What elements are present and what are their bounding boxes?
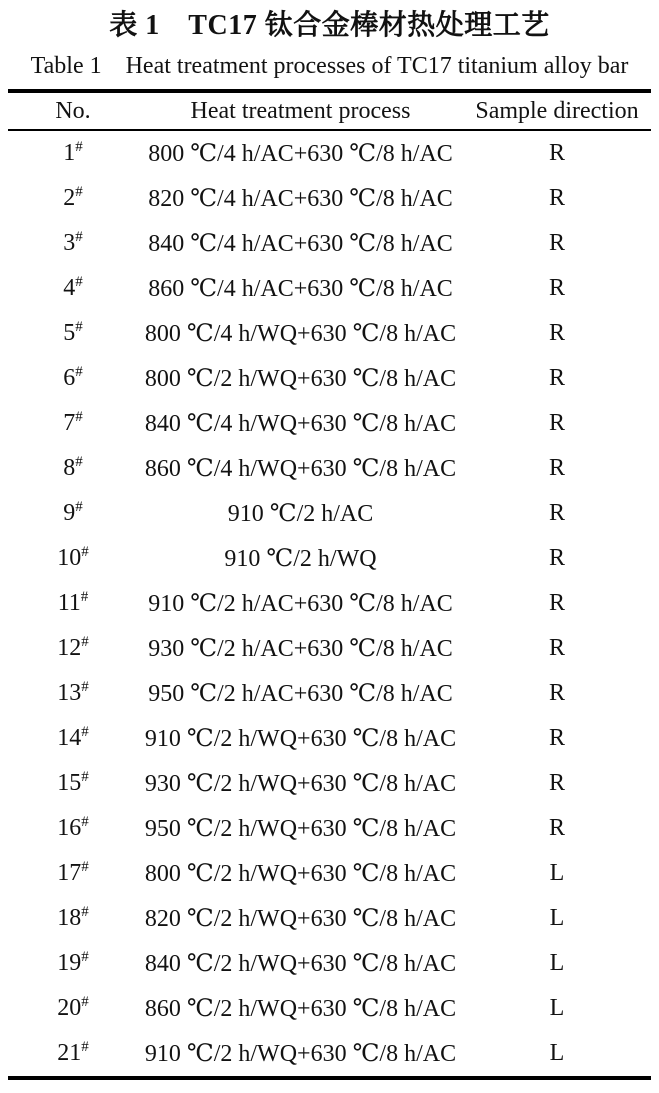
hash-superscript: # (81, 904, 89, 920)
hash-superscript: # (75, 454, 83, 470)
table-row (8, 536, 651, 581)
hash-superscript: # (81, 949, 89, 965)
sample-number: 4 (63, 275, 76, 301)
sample-number: 2 (63, 185, 76, 211)
table-caption-chinese: 表 1 TC17 钛合金棒材热处理工艺 (109, 10, 550, 41)
process-cell: 860 ℃/4 h/WQ+630 ℃/8 h/AC (144, 456, 457, 482)
sample-number-cell (8, 266, 138, 311)
sample-number-cell (8, 130, 138, 176)
heat-treatment-table (8, 89, 651, 1080)
hash-superscript: # (75, 184, 83, 200)
direction-cell: R (548, 500, 565, 526)
direction-cell: R (548, 185, 565, 211)
sample-number-cell (8, 581, 138, 626)
process-cell: 910 ℃/2 h/WQ+630 ℃/8 h/AC (144, 1041, 457, 1067)
table-row (8, 266, 651, 311)
sample-number: 7 (63, 410, 76, 436)
sample-number-cell (8, 626, 138, 671)
table-row (8, 176, 651, 221)
table-row (8, 446, 651, 491)
header-row (8, 91, 651, 130)
process-cell: 800 ℃/2 h/WQ+630 ℃/8 h/AC (144, 861, 457, 887)
direction-cell: R (548, 725, 565, 751)
table-row (8, 806, 651, 851)
hash-superscript: # (81, 859, 89, 875)
table-caption-english: Table 1 Heat treatment processes of TC17 titanium alloy bar (30, 53, 629, 79)
sample-number-cell (8, 716, 138, 761)
sample-number: 3 (63, 230, 76, 256)
sample-number-cell (8, 491, 138, 536)
table-row (8, 130, 651, 176)
direction-cell: R (548, 140, 565, 166)
sample-number: 20 (57, 995, 82, 1021)
hash-superscript: # (81, 994, 89, 1010)
direction-cell: R (548, 545, 565, 571)
hash-superscript: # (75, 274, 83, 290)
hash-superscript: # (75, 319, 83, 335)
sample-number-cell (8, 851, 138, 896)
direction-cell: R (548, 410, 565, 436)
sample-number: 16 (57, 815, 82, 841)
direction-cell: R (548, 770, 565, 796)
sample-number-cell (8, 356, 138, 401)
sample-number: 11 (57, 590, 81, 616)
process-cell: 930 ℃/2 h/WQ+630 ℃/8 h/AC (144, 771, 457, 797)
table-header (8, 91, 651, 130)
sample-number: 13 (57, 680, 82, 706)
hash-superscript: # (75, 499, 83, 515)
sample-number: 1 (63, 140, 76, 166)
process-cell: 910 ℃/2 h/AC+630 ℃/8 h/AC (148, 591, 453, 617)
table-row (8, 356, 651, 401)
process-cell: 800 ℃/4 h/WQ+630 ℃/8 h/AC (144, 321, 457, 347)
hash-superscript: # (75, 364, 83, 380)
direction-cell: R (548, 275, 565, 301)
sample-number: 14 (57, 725, 82, 751)
process-cell: 820 ℃/2 h/WQ+630 ℃/8 h/AC (144, 906, 457, 932)
sample-number-cell (8, 986, 138, 1031)
direction-cell: L (549, 1040, 565, 1066)
direction-cell: L (549, 905, 565, 931)
table-body (8, 130, 651, 1078)
direction-cell: L (549, 995, 565, 1021)
hash-superscript: # (81, 724, 89, 740)
column-header-process: Heat treatment process (138, 91, 463, 130)
sample-number: 15 (57, 770, 82, 796)
sample-number-cell (8, 941, 138, 986)
process-cell: 840 ℃/4 h/WQ+630 ℃/8 h/AC (144, 411, 457, 437)
table-row (8, 851, 651, 896)
table-row (8, 716, 651, 761)
sample-number: 10 (57, 545, 82, 571)
sample-number: 12 (57, 635, 82, 661)
sample-number-cell (8, 806, 138, 851)
sample-number-cell (8, 1031, 138, 1078)
table-row (8, 896, 651, 941)
hash-superscript: # (75, 139, 83, 155)
table-row (8, 986, 651, 1031)
direction-cell: R (548, 815, 565, 841)
sample-number-cell (8, 176, 138, 221)
sample-number: 19 (57, 950, 82, 976)
column-header-no: No. (8, 91, 138, 130)
hash-superscript: # (81, 679, 89, 695)
table-row (8, 401, 651, 446)
table-row (8, 671, 651, 716)
sample-number-cell (8, 671, 138, 716)
sample-number-cell (8, 311, 138, 356)
process-cell: 910 ℃/2 h/WQ+630 ℃/8 h/AC (144, 726, 457, 752)
sample-number: 5 (63, 320, 76, 346)
process-cell: 860 ℃/2 h/WQ+630 ℃/8 h/AC (144, 996, 457, 1022)
table-row (8, 941, 651, 986)
hash-superscript: # (80, 589, 89, 605)
sample-number-cell (8, 896, 138, 941)
process-cell: 860 ℃/4 h/AC+630 ℃/8 h/AC (148, 276, 453, 302)
hash-superscript: # (81, 769, 89, 785)
process-cell: 840 ℃/2 h/WQ+630 ℃/8 h/AC (144, 951, 457, 977)
hash-superscript: # (81, 634, 89, 650)
process-cell: 800 ℃/2 h/WQ+630 ℃/8 h/AC (144, 366, 457, 392)
direction-cell: R (548, 680, 565, 706)
direction-cell: R (548, 635, 565, 661)
sample-number: 21 (57, 1040, 82, 1066)
sample-number-cell (8, 446, 138, 491)
process-cell: 910 ℃/2 h/WQ (224, 546, 377, 572)
process-cell: 820 ℃/4 h/AC+630 ℃/8 h/AC (148, 186, 453, 212)
direction-cell: R (548, 230, 565, 256)
hash-superscript: # (81, 544, 89, 560)
sample-number: 18 (57, 905, 82, 931)
process-cell: 800 ℃/4 h/AC+630 ℃/8 h/AC (148, 141, 453, 167)
sample-number-cell (8, 221, 138, 266)
process-cell: 910 ℃/2 h/AC (227, 501, 374, 527)
sample-number: 17 (57, 860, 82, 886)
table-row (8, 626, 651, 671)
sample-number: 6 (63, 365, 76, 391)
hash-superscript: # (75, 229, 83, 245)
table-row (8, 761, 651, 806)
direction-cell: R (548, 455, 565, 481)
sample-number-cell (8, 761, 138, 806)
direction-cell: L (549, 950, 565, 976)
sample-number-cell (8, 401, 138, 446)
direction-cell: R (548, 320, 565, 346)
hash-superscript: # (81, 1039, 89, 1055)
sample-number: 8 (63, 455, 76, 481)
process-cell: 950 ℃/2 h/AC+630 ℃/8 h/AC (148, 681, 453, 707)
process-cell: 840 ℃/4 h/AC+630 ℃/8 h/AC (148, 231, 453, 257)
table-row (8, 491, 651, 536)
table-row (8, 581, 651, 626)
sample-number-cell (8, 536, 138, 581)
column-header-direction: Sample direction (463, 91, 651, 130)
table-row (8, 1031, 651, 1078)
direction-cell: R (548, 590, 565, 616)
process-cell: 950 ℃/2 h/WQ+630 ℃/8 h/AC (144, 816, 457, 842)
hash-superscript: # (81, 814, 89, 830)
process-cell: 930 ℃/2 h/AC+630 ℃/8 h/AC (148, 636, 453, 662)
direction-cell: L (549, 860, 565, 886)
paper-table-figure (0, 8, 659, 1093)
direction-cell: R (548, 365, 565, 391)
table-row (8, 311, 651, 356)
sample-number: 9 (63, 500, 76, 526)
table-row (8, 221, 651, 266)
hash-superscript: # (75, 409, 83, 425)
